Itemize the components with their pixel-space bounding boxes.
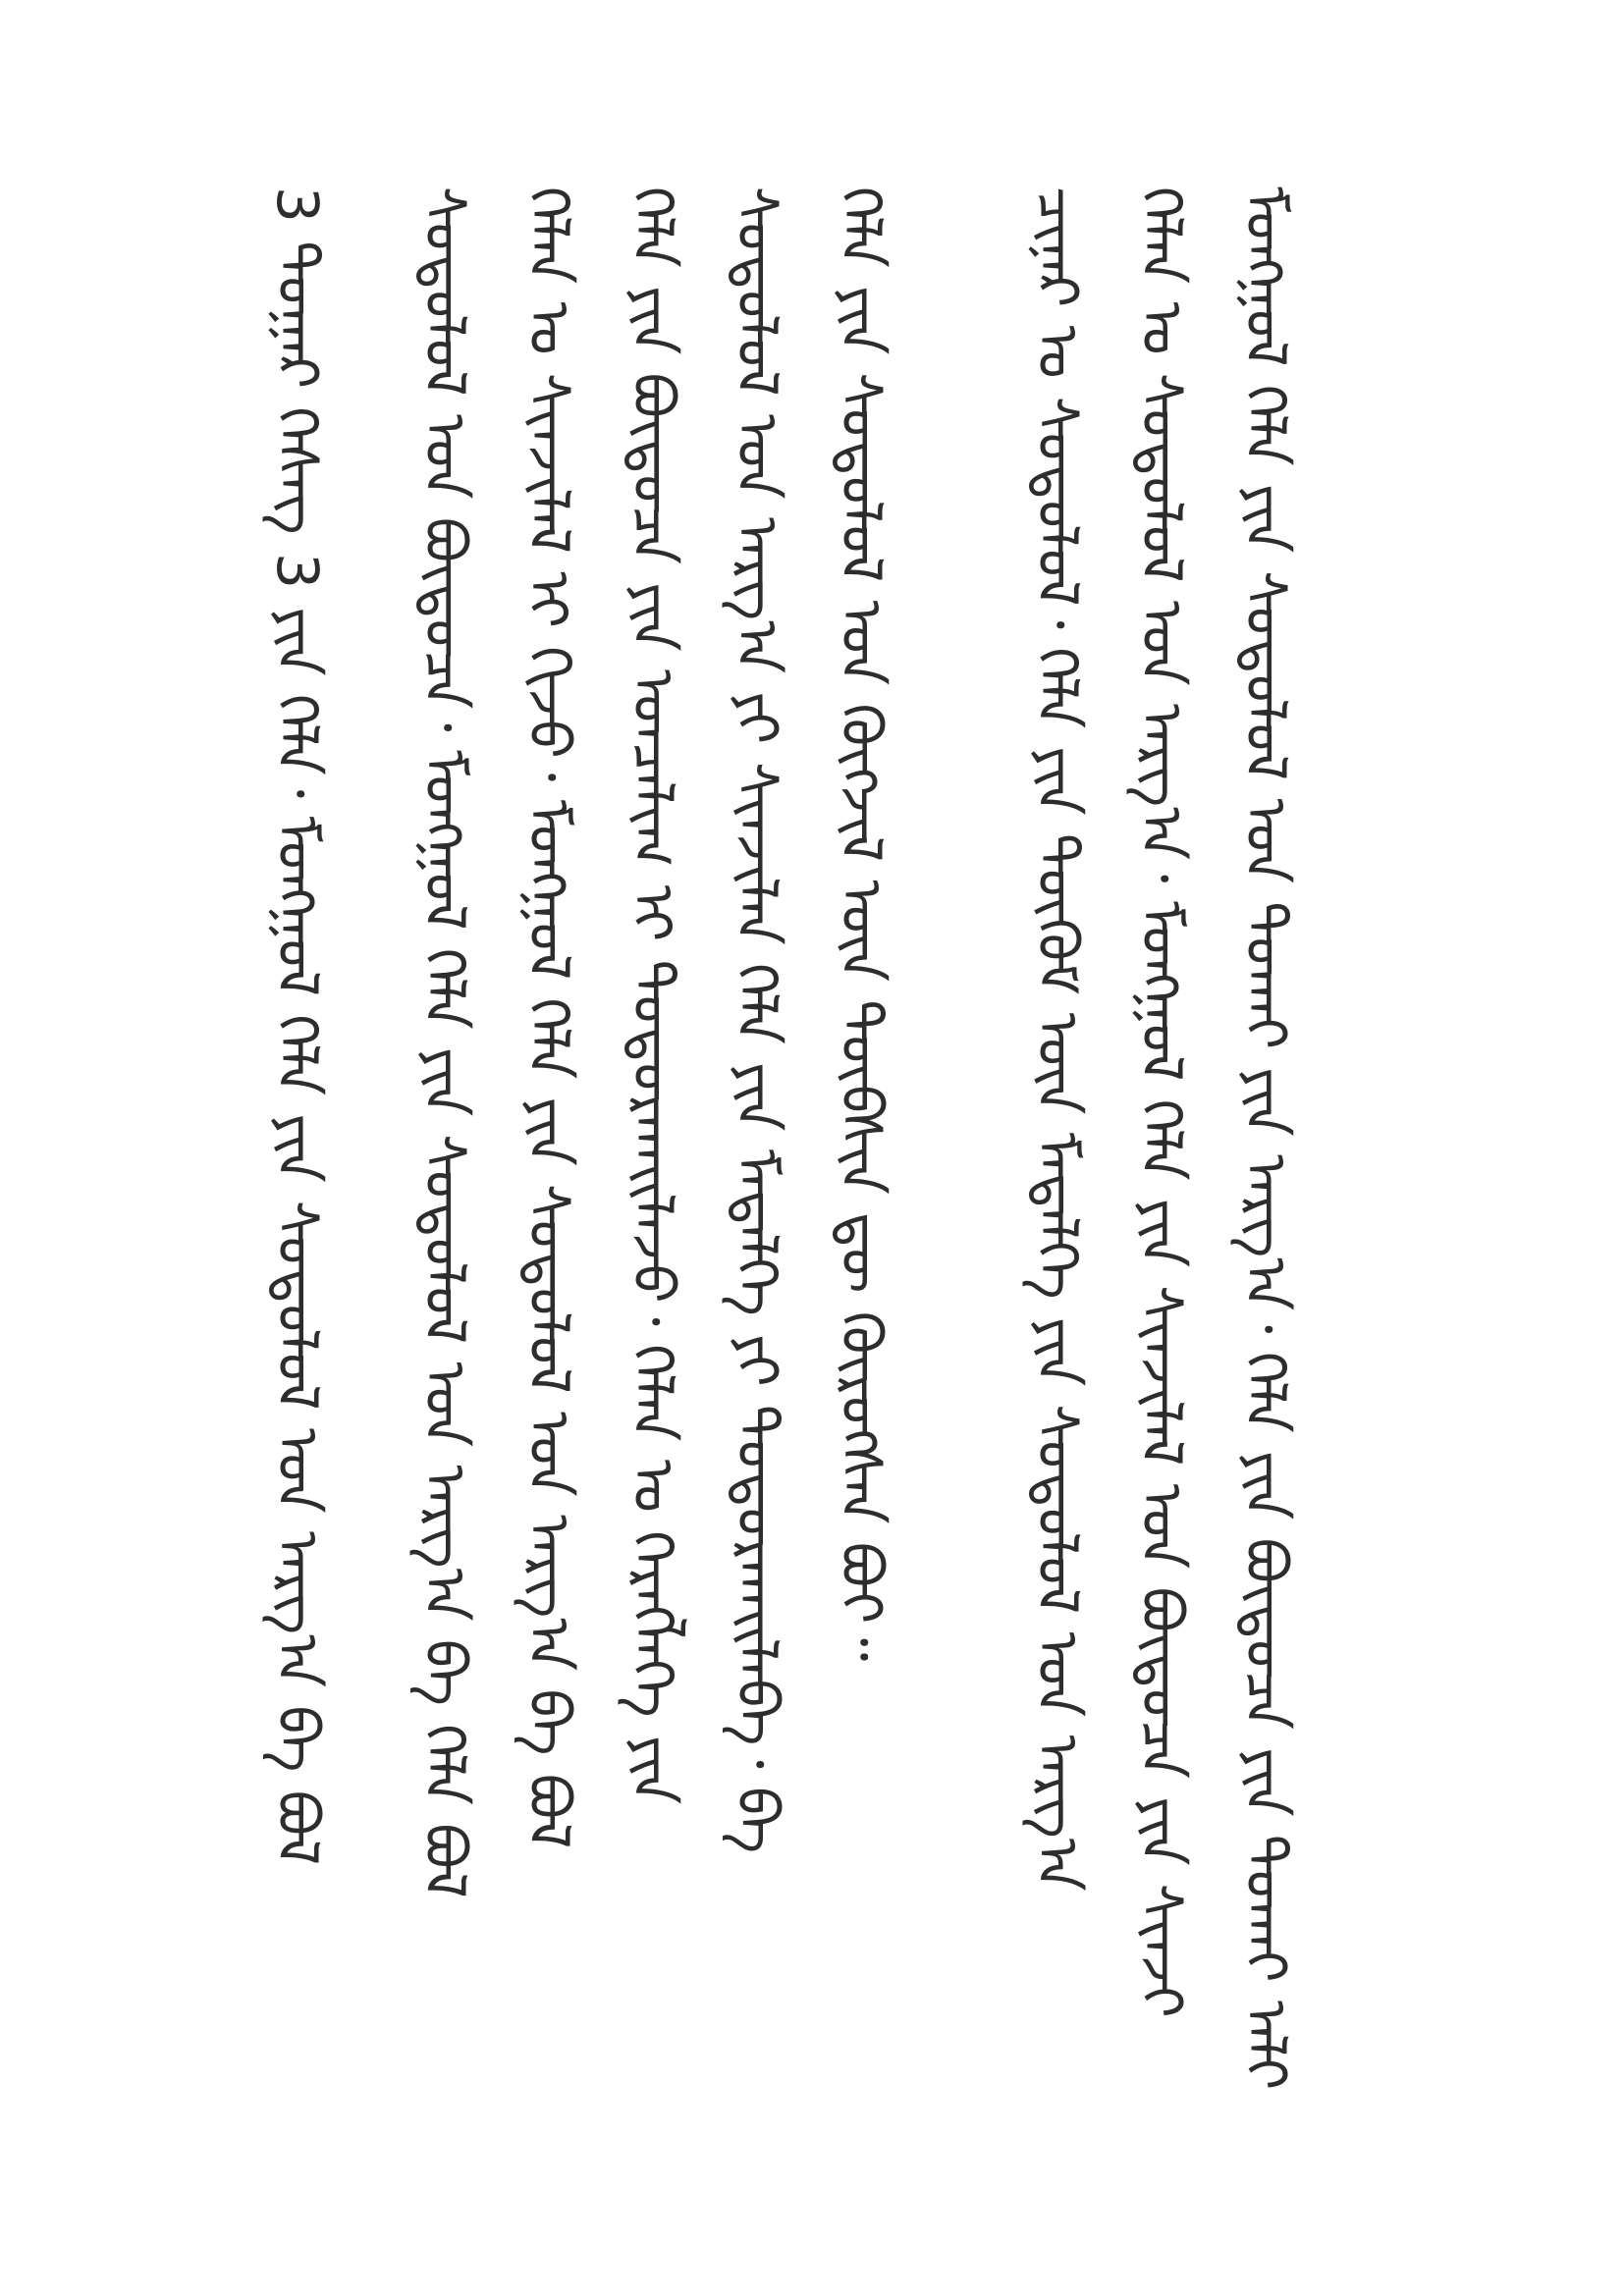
paragraph-2-line-6: 3 ᠳᠤᠭᠠᠷ ᠬᠡᠰᠡᠭ 3 ᠶᠢᠨ ᠬᠡᠯᠡ᠂ ᠮᠣᠩᠭᠣᠯ ᠬᠡᠯᠡ ᠶᠢᠨ ᠰᠤᠳᠤᠯᠤᠯ ᠤᠨ ᠠᠷᠭ᠎ᠠ ᠪᠠ ᠪᠣᠯ: [264, 187, 331, 1866]
paragraph-2-line-1: ᠬᠡᠯᠡ ᠶᠢᠨ ᠰᠤᠳᠤᠯᠤᠯ ᠤᠨ ᠬᠥᠭᠵᠢᠯ ᠦᠨ ᠲᠦᠪᠰᠢᠨ ᠳᠦ ᠬᠦᠷᠦᠭᠰᠡᠨ ᠪᠤᠢ᠃: [828, 187, 894, 1662]
paragraph-2-line-4: ᠬᠡᠯᠡᠨ ᠤ ᠰᠢᠨᠵᠢᠯᠡᠯ ᠢ ᠬᠢᠵᠦ᠂ ᠮᠣᠩᠭᠣᠯ ᠬᠡᠯᠡ ᠶᠢᠨ ᠰᠤᠳᠤᠯᠤᠯ ᠤᠨ ᠠᠷᠭ᠎ᠠ ᠪᠠ ᠪᠣᠯ: [515, 187, 582, 1849]
text-body: [245, 187, 1306, 2130]
paragraph-1-line-2: ᠬᠡᠯᠡᠨ ᠤ ᠰᠤᠳᠤᠯᠤᠯ ᠤᠨ ᠠᠷᠭ᠎ᠠ᠂ ᠮᠣᠩᠭᠣᠯ ᠬᠡᠯᠡ ᠶᠢᠨ ᠰᠢᠨᠵᠢᠯᠡᠯ ᠤᠨ ᠪᠦᠲᠦᠴᠡ ᠶᠢᠨ ᠰᠢᠨᠵᠢ: [1128, 187, 1195, 2018]
paragraph-2-line-2: ᠰᠤᠳᠤᠯᠤᠯ ᠤᠨ ᠠᠷᠭ᠎ᠠ ᠶᠢ ᠰᠢᠨᠵᠢᠯᠡᠨ ᠬᠡᠯᠡ ᠶᠢᠨ ᠮᠡᠳᠡᠯᠭᠡ ᠶᠢ ᠲᠣᠳᠣᠷᠬᠠᠢᠯᠠᠪᠠ᠂ ᠪᠠ: [724, 187, 790, 1854]
paragraph-2-line-5: ᠰᠤᠳᠤᠯᠤᠯ ᠤᠨ ᠪᠦᠲᠦᠴᠡ᠂ ᠮᠣᠩᠭᠣᠯ ᠬᠡᠯᠡ ᠶᠢᠨ ᠰᠤᠳᠤᠯᠤᠯ ᠤᠨ ᠠᠷᠭ᠎ᠠ ᠪᠠ ᠬᠡᠯᠡ ᠪᠣᠯ: [411, 187, 478, 1898]
paragraph-1-line-1: ᠮᠣᠩᠭᠣᠯ ᠬᠡᠯᠡ ᠶᠢᠨ ᠰᠤᠳᠤᠯᠤᠯ ᠤᠨ ᠲᠣᠬᠠᠢ ᠶᠢᠨ ᠠᠷᠭ᠎ᠠ᠂ ᠬᠡᠯᠡ ᠶᠢᠨ ᠪᠦᠲᠦᠴᠡ ᠶᠢᠨ ᠲᠣᠬᠠᠢ ᠠᠯᠢ: [1232, 187, 1299, 2091]
paragraph-2-line-3: ᠬᠡᠯᠡ ᠶᠢᠨ ᠪᠦᠲᠦᠴᠡ ᠶᠢᠨ ᠣᠨᠴᠠᠯᠢᠭ ᠢ ᠲᠣᠳᠣᠷᠬᠠᠢᠯᠠᠵᠤ᠂ ᠬᠡᠯᠡᠨ ᠤ ᠬᠡᠷᠡᠭᠯᠡᠭᠡ ᠶᠢᠨ: [620, 187, 686, 1805]
paragraph-1-line-3: ᠴᠢᠨᠠᠷ ᠤ ᠰᠤᠳᠤᠯᠤᠯ᠂ ᠬᠡᠯᠡ ᠶᠢᠨ ᠲᠥᠬᠦᠮ ᠦᠨ ᠮᠡᠳᠡᠯᠭᠡ ᠶᠢᠨ ᠰᠤᠳᠤᠯᠤᠯ ᠤᠨ ᠠᠷᠭ᠎ᠠ: [1024, 187, 1091, 1892]
